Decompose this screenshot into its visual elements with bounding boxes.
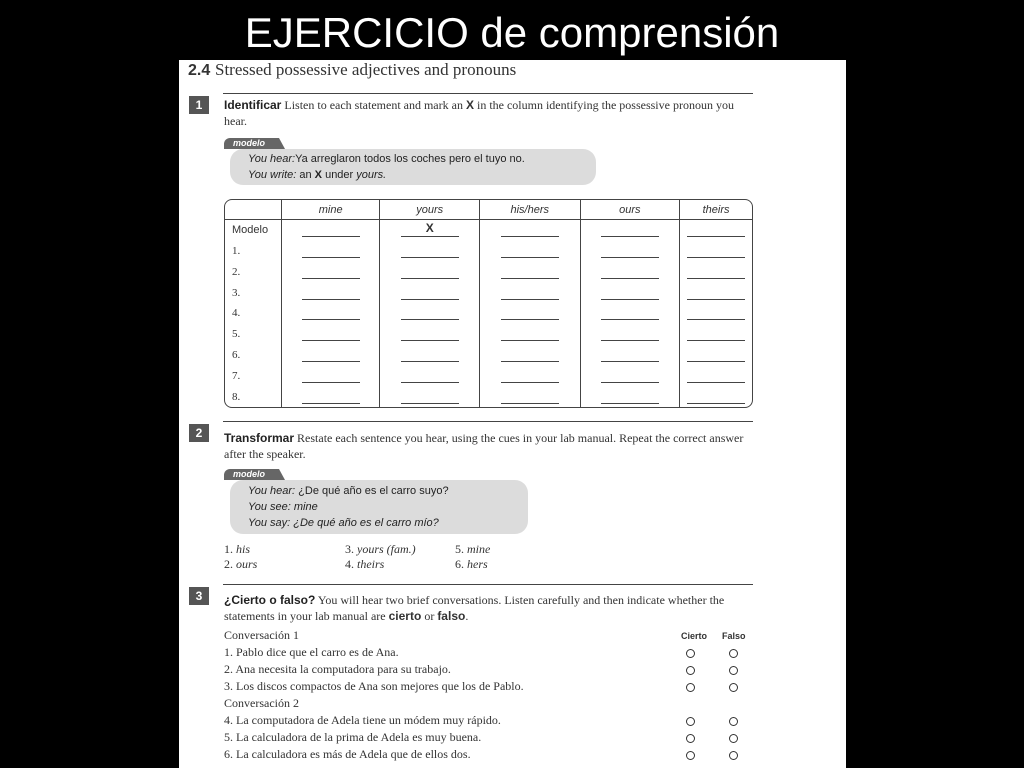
section-heading [188, 60, 516, 80]
statement-3: 3. Los discos compactos de Ana son mejores que los de Pablo. [224, 679, 524, 693]
exercise-1-rule [223, 93, 753, 94]
answer-blank[interactable] [281, 365, 380, 386]
answer-blank[interactable] [580, 324, 680, 345]
answer-blank[interactable] [281, 345, 380, 366]
answer-blank[interactable] [679, 241, 752, 262]
model-2-hear-label: You hear: [248, 485, 296, 497]
cue-5-num: 5. [455, 542, 464, 556]
table-row [225, 262, 752, 283]
exercise-2-number: 2 [189, 424, 209, 442]
model-2-see-label: You see: [248, 501, 291, 513]
row-label: Modelo [232, 224, 269, 237]
cue-3 [345, 542, 416, 557]
answer-blank[interactable] [679, 386, 752, 407]
cue-1-text: his [236, 542, 251, 556]
table-row [225, 241, 752, 262]
row-label: 4. [232, 307, 241, 320]
cue-1 [224, 542, 250, 557]
conversation-1-title: Conversación 1 [224, 628, 299, 642]
cue-2 [224, 557, 257, 572]
exercise-3-cierto: cierto [388, 609, 422, 623]
answer-blank[interactable] [479, 262, 580, 283]
falso-radio-1[interactable] [729, 649, 738, 658]
falso-radio-3[interactable] [729, 683, 738, 692]
row-label: 1. [232, 245, 241, 258]
cue-5-text: mine [467, 542, 491, 556]
row-label: 8. [232, 390, 241, 403]
column-cierto: Cierto [681, 631, 708, 641]
answer-blank[interactable] [679, 365, 752, 386]
conversation-2-title: Conversación 2 [224, 696, 299, 710]
answer-blank[interactable] [679, 262, 752, 283]
exercise-3-falso: falso [437, 609, 466, 623]
header-yours: yours [379, 200, 479, 220]
model-2-hear-line [248, 483, 510, 499]
exercise-1-number: 1 [189, 96, 209, 114]
exercise-3-heading: ¿Cierto o falso? [224, 593, 316, 607]
model-1-write-word: yours. [356, 169, 387, 181]
statement-1: 1. Pablo dice que el carro es de Ana. [224, 645, 399, 659]
cierto-radio-5[interactable] [686, 734, 695, 743]
cue-2-num: 2. [224, 557, 233, 571]
table-row [225, 282, 752, 303]
exercise-3-period: . [465, 609, 469, 623]
cue-6 [455, 557, 488, 572]
row-label: 7. [232, 369, 241, 382]
answer-blank[interactable] [379, 345, 479, 366]
answer-blank[interactable] [379, 262, 479, 283]
answer-blank[interactable] [580, 386, 680, 407]
answer-blank[interactable] [281, 324, 380, 345]
table-row [225, 365, 752, 386]
header-ours: ours [580, 200, 680, 220]
answer-blank[interactable] [580, 241, 680, 262]
table-row [225, 303, 752, 324]
falso-radio-5[interactable] [729, 734, 738, 743]
table-row [225, 345, 752, 366]
answer-blank[interactable] [679, 303, 752, 324]
exercise-1-mark: X [465, 98, 474, 112]
exercise-1-heading: Identificar [224, 98, 282, 112]
answer-blank[interactable] [679, 324, 752, 345]
falso-radio-4[interactable] [729, 717, 738, 726]
answer-blank[interactable] [479, 386, 580, 407]
model-1-hear-line [248, 151, 578, 167]
answer-blank[interactable] [479, 303, 580, 324]
answer-blank[interactable] [379, 324, 479, 345]
model-2-see-line [248, 499, 510, 515]
statement-5: 5. La calculadora de la prima de Adela es muy buena. [224, 730, 482, 744]
exercise-3-number: 3 [189, 587, 209, 605]
answer-blank[interactable] [580, 220, 680, 241]
answer-blank[interactable] [580, 262, 680, 283]
answer-blank[interactable] [379, 282, 479, 303]
answer-blank[interactable] [580, 345, 680, 366]
answer-blank[interactable] [281, 303, 380, 324]
answer-blank[interactable] [281, 282, 380, 303]
modelo-bubble-2 [230, 480, 528, 534]
answer-blank[interactable] [281, 386, 380, 407]
answer-blank[interactable] [379, 303, 479, 324]
cue-1-num: 1. [224, 542, 233, 556]
answer-table [224, 199, 753, 408]
header-his-hers: his/hers [479, 200, 580, 220]
exercise-3-instructions-a: You will hear two brief conversations. Listen carefully and then indicate whether the statements in your lab manual are [224, 593, 725, 623]
answer-blank[interactable] [379, 241, 479, 262]
model-2-hear: ¿De qué año es el carro suyo? [298, 485, 449, 497]
answer-blank[interactable] [281, 262, 380, 283]
cue-4-text: theirs [357, 557, 385, 571]
header-blank [225, 200, 281, 220]
answer-blank[interactable] [379, 386, 479, 407]
answer-table-header [225, 200, 752, 220]
modelo-bubble-1 [230, 149, 596, 185]
header-mine: mine [281, 200, 380, 220]
cue-4 [345, 557, 384, 572]
cierto-radio-1[interactable] [686, 649, 695, 658]
answer-blank[interactable] [379, 220, 479, 241]
model-1-write-a: an [296, 169, 315, 181]
answer-blank[interactable] [479, 220, 580, 241]
cue-4-num: 4. [345, 557, 354, 571]
row-label: 6. [232, 348, 241, 361]
header-theirs: theirs [679, 200, 752, 220]
slide-title: EJERCICIO de comprensión [244, 9, 780, 56]
cue-2-text: ours [236, 557, 258, 571]
answer-blank[interactable] [379, 365, 479, 386]
exercise-3-rule [223, 584, 753, 585]
row-label: 5. [232, 328, 241, 341]
falso-radio-2[interactable] [729, 666, 738, 675]
answer-blank[interactable] [281, 241, 380, 262]
exercise-2-instructions-text: Restate each sentence you hear, using the cues in your lab manual. Repeat the correct answer after the speaker. [224, 431, 744, 461]
row-label: 2. [232, 265, 241, 278]
statement-2: 2. Ana necesita la computadora para su trabajo. [224, 662, 451, 676]
table-row [225, 220, 752, 241]
section-title: Stressed possessive adjectives and pronouns [214, 60, 517, 79]
model-1-write-line [248, 167, 578, 183]
exercise-1-instructions-a: Listen to each statement and mark an [284, 98, 466, 112]
cierto-radio-2[interactable] [686, 666, 695, 675]
answer-blank[interactable] [580, 282, 680, 303]
answer-blank[interactable] [479, 282, 580, 303]
modelo-tag-2: modelo [224, 469, 279, 480]
exercise-2-heading: Transformar [224, 431, 295, 445]
falso-radio-6[interactable] [729, 751, 738, 760]
answer-blank[interactable] [479, 324, 580, 345]
answer-blank[interactable] [580, 303, 680, 324]
cue-3-text: yours (fam.) [357, 542, 416, 556]
answer-blank[interactable] [580, 365, 680, 386]
worksheet-page [179, 60, 846, 768]
answer-blank[interactable] [679, 345, 752, 366]
model-1-hear: Ya arreglaron todos los coches pero el tuyo no. [295, 153, 525, 165]
cue-3-num: 3. [345, 542, 354, 556]
table-row [225, 324, 752, 345]
model-1-write-label: You write: [248, 169, 297, 181]
model-2-say-line [248, 515, 510, 531]
exercise-1-instructions [224, 97, 754, 129]
model-1-write-mark: X [314, 169, 323, 181]
statement-4: 4. La computadora de Adela tiene un módem muy rápido. [224, 713, 501, 727]
answer-blank[interactable] [679, 282, 752, 303]
exercise-2-rule [223, 421, 753, 422]
column-falso: Falso [722, 631, 746, 641]
cierto-radio-6[interactable] [686, 751, 695, 760]
cue-5 [455, 542, 490, 557]
answer-blank[interactable] [281, 220, 380, 241]
answer-blank[interactable] [479, 365, 580, 386]
cue-6-text: hers [467, 557, 488, 571]
row-label: 3. [232, 286, 241, 299]
exercise-3-instructions [224, 592, 754, 624]
statement-6: 6. La calculadora es más de Adela que de ellos dos. [224, 747, 471, 761]
section-number: 2.4 [188, 62, 211, 79]
table-row [225, 386, 752, 407]
answer-blank[interactable] [679, 220, 752, 241]
modelo-tag-1: modelo [224, 138, 279, 149]
model-mark: X [401, 223, 459, 237]
cierto-radio-3[interactable] [686, 683, 695, 692]
model-2-say: ¿De qué año es el carro mío? [293, 517, 439, 529]
model-2-say-label: You say: [248, 517, 291, 529]
cierto-radio-4[interactable] [686, 717, 695, 726]
answer-blank[interactable] [479, 345, 580, 366]
exercise-3-or: or [421, 609, 438, 623]
exercise-1-instructions-b: in the column identifying the possessive pronoun you hear. [224, 98, 734, 128]
model-2-see: mine [293, 501, 318, 513]
model-1-write-b: under [322, 169, 357, 181]
cue-6-num: 6. [455, 557, 464, 571]
answer-blank[interactable] [479, 241, 580, 262]
exercise-2-instructions [224, 430, 754, 462]
model-1-hear-label: You hear: [248, 153, 296, 165]
